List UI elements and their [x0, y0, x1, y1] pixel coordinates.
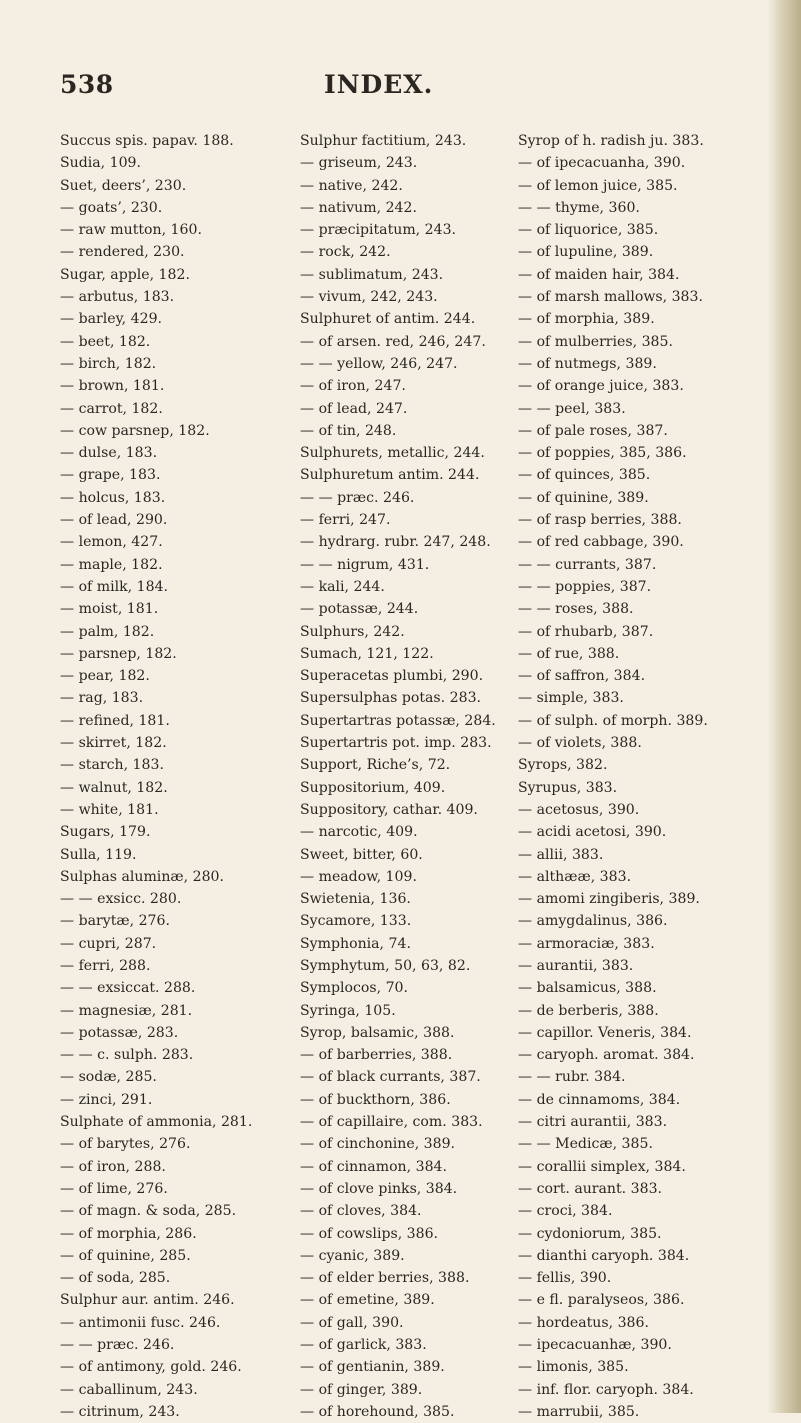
- index-entry: — amygdalinus, 386.: [518, 913, 668, 930]
- index-entry: — of cloves, 384.: [300, 1203, 422, 1220]
- index-entry: — inf. flor. caryoph. 384.: [518, 1381, 694, 1398]
- index-entry: — of ginger, 389.: [300, 1381, 423, 1398]
- index-entry: — sodæ, 285.: [60, 1069, 157, 1086]
- index-entry: — of capillaire, com. 383.: [300, 1114, 483, 1131]
- index-entry: — marrubii, 385.: [518, 1403, 640, 1420]
- index-entry: — simple, 383.: [518, 690, 624, 707]
- index-entry: — of poppies, 385, 386.: [518, 445, 687, 462]
- index-entry: — potassæ, 283.: [60, 1024, 179, 1041]
- index-entry: — barytæ, 276.: [60, 913, 170, 930]
- index-entry: — parsnep, 182.: [60, 645, 177, 662]
- index-entry: Sumach, 121, 122.: [300, 645, 434, 662]
- index-entry: — of cowslips, 386.: [300, 1225, 439, 1242]
- index-entry: — capillor. Veneris, 384.: [518, 1024, 692, 1041]
- index-entry: — armoraciæ, 383.: [518, 935, 655, 952]
- index-entry: — palm, 182.: [60, 623, 155, 640]
- index-entry: Sudia, 109.: [60, 155, 142, 172]
- index-entry: — of lead, 290.: [60, 512, 168, 529]
- index-entry: — birch, 182.: [60, 355, 157, 372]
- index-entry: — — roses, 388.: [518, 601, 634, 618]
- index-entry: — of violets, 388.: [518, 735, 642, 752]
- index-entry: — lemon, 427.: [60, 534, 163, 551]
- index-entry: — moist, 181.: [60, 601, 159, 618]
- index-entry: — of lemon juice, 385.: [518, 177, 678, 194]
- index-entry: — raw mutton, 160.: [60, 222, 202, 239]
- index-entry: — pear, 182.: [60, 668, 150, 685]
- index-entry: — of black currants, 387.: [300, 1069, 481, 1086]
- index-entry: Sulphurets, metallic, 244.: [300, 445, 485, 462]
- index-entry: — — Medicæ, 385.: [518, 1136, 653, 1153]
- index-entry: — of liquorice, 385.: [518, 222, 659, 239]
- index-entry: — — thyme, 360.: [518, 199, 640, 216]
- index-entry: — — yellow, 246, 247.: [300, 355, 458, 372]
- index-entry: — cow parsnep, 182.: [60, 422, 210, 439]
- index-entry: — brown, 181.: [60, 378, 165, 395]
- index-entry: — goats’, 230.: [60, 199, 163, 216]
- index-entry: — of morphia, 389.: [518, 311, 655, 328]
- index-entry: — cyanic, 389.: [300, 1247, 405, 1264]
- index-entry: — of elder berries, 388.: [300, 1270, 470, 1287]
- index-entry: — of marsh mallows, 383.: [518, 289, 703, 306]
- index-entry: — of buckthorn, 386.: [300, 1091, 451, 1108]
- index-entry: — caryoph. aromat. 384.: [518, 1047, 695, 1064]
- index-entry: Succus spis. papav. 188.: [60, 133, 234, 149]
- index-entry: Syrupus, 383.: [518, 779, 618, 796]
- index-entry: — of quinine, 285.: [60, 1247, 191, 1264]
- index-entry: Sulphur factitium, 243.: [300, 133, 467, 149]
- index-entry: — præcipitatum, 243.: [300, 222, 457, 239]
- index-entry: — cupri, 287.: [60, 935, 157, 952]
- index-entry: — of gentianin, 389.: [300, 1359, 445, 1376]
- index-entry: Sugar, apple, 182.: [60, 266, 190, 283]
- page-number: 538: [60, 70, 114, 99]
- index-entry: Sulla, 119.: [60, 846, 137, 863]
- index-entry: — of iron, 288.: [60, 1158, 166, 1175]
- index-entry: — rag, 183.: [60, 690, 144, 707]
- index-entry: — aurantii, 383.: [518, 957, 634, 974]
- index-entry: — de cinnamoms, 384.: [518, 1091, 681, 1108]
- index-entry: — ferri, 247.: [300, 512, 391, 529]
- index-entry: — of horehound, 385.: [300, 1403, 455, 1420]
- index-entry: Supersulphas potas. 283.: [300, 690, 482, 707]
- index-entry: — beet, 182.: [60, 333, 151, 350]
- index-entry: Sulphate of ammonia, 281.: [60, 1114, 253, 1131]
- index-entry: — of cinnamon, 384.: [300, 1158, 447, 1175]
- index-entry: — of tin, 248.: [300, 422, 397, 439]
- index-entry: — griseum, 243.: [300, 155, 418, 172]
- index-entry: — — poppies, 387.: [518, 578, 652, 595]
- index-entry: — citrinum, 243.: [60, 1403, 180, 1420]
- index-entry: — — nigrum, 431.: [300, 556, 430, 573]
- index-entry: — of iron, 247.: [300, 378, 406, 395]
- index-column-1: [60, 130, 292, 1423]
- index-entry: — corallii simplex, 384.: [518, 1158, 686, 1175]
- index-entry: — croci, 384.: [518, 1203, 613, 1220]
- index-entry: — maple, 182.: [60, 556, 163, 573]
- index-entry: — of rasp berries, 388.: [518, 512, 682, 529]
- index-column-2: [300, 130, 518, 1423]
- index-entry: — balsamicus, 388.: [518, 980, 657, 997]
- index-entry: Supertartris pot. imp. 283.: [300, 735, 492, 752]
- index-entry: Syringa, 105.: [300, 1002, 396, 1019]
- index-entry: — hordeatus, 386.: [518, 1314, 649, 1331]
- index-entry: — cydoniorum, 385.: [518, 1225, 662, 1242]
- index-entry: — of lead, 247.: [300, 400, 408, 417]
- index-column-3: [518, 130, 778, 1423]
- index-entry: — of morphia, 286.: [60, 1225, 197, 1242]
- index-entry: — rock, 242.: [300, 244, 391, 261]
- index-entry: Syrop of h. radish ju. 383.: [518, 133, 704, 149]
- index-entry: — rendered, 230.: [60, 244, 185, 261]
- page-header: [0, 70, 801, 114]
- index-entry: Suppositorium, 409.: [300, 779, 446, 796]
- index-entry: — hydrarg. rubr. 247, 248.: [300, 534, 491, 551]
- index-entry: — holcus, 183.: [60, 489, 166, 506]
- index-entry: — of lime, 276.: [60, 1180, 168, 1197]
- index-entry: — white, 181.: [60, 801, 159, 818]
- index-entry: Support, Riche’s, 72.: [300, 757, 451, 774]
- index-entry: Symplocos, 70.: [300, 980, 408, 997]
- index-entry: — — præc. 246.: [60, 1337, 175, 1354]
- index-entry: — of maiden hair, 384.: [518, 266, 680, 283]
- index-entry: — arbutus, 183.: [60, 289, 175, 306]
- index-entry: — of barberries, 388.: [300, 1047, 453, 1064]
- index-entry: Sweet, bitter, 60.: [300, 846, 423, 863]
- index-entry: — magnesiæ, 281.: [60, 1002, 193, 1019]
- index-entry: — of cinchonine, 389.: [300, 1136, 456, 1153]
- index-columns: [0, 130, 801, 1420]
- index-entry: — amomi zingiberis, 389.: [518, 891, 700, 908]
- index-entry: Sulphur aur. antim. 246.: [60, 1292, 235, 1309]
- index-entry: — allii, 383.: [518, 846, 604, 863]
- index-entry: — — peel, 383.: [518, 400, 626, 417]
- index-entry: — walnut, 182.: [60, 779, 168, 796]
- index-entry: — of ipecacuanha, 390.: [518, 155, 686, 172]
- index-entry: — narcotic, 409.: [300, 824, 418, 841]
- index-entry: — — currants, 387.: [518, 556, 657, 573]
- index-entry: — of mulberries, 385.: [518, 333, 673, 350]
- index-entry: — sublimatum, 243.: [300, 266, 444, 283]
- index-entry: — of magn. & soda, 285.: [60, 1203, 237, 1220]
- index-entry: — zinci, 291.: [60, 1091, 153, 1108]
- index-entry: — of milk, 184.: [60, 578, 169, 595]
- index-entry: — of antimony, gold. 246.: [60, 1359, 242, 1376]
- index-entry: — — c. sulph. 283.: [60, 1047, 194, 1064]
- index-entry: Symphytum, 50, 63, 82.: [300, 957, 471, 974]
- index-entry: — of nutmegs, 389.: [518, 355, 657, 372]
- index-entry: Symphonia, 74.: [300, 935, 411, 952]
- index-entry: — starch, 183.: [60, 757, 164, 774]
- index-entry: — potassæ, 244.: [300, 601, 419, 618]
- index-entry: — — præc. 246.: [300, 489, 415, 506]
- index-entry: Syrop, balsamic, 388.: [300, 1024, 455, 1041]
- index-entry: Swietenia, 136.: [300, 891, 411, 908]
- index-entry: — meadow, 109.: [300, 868, 417, 885]
- index-entry: — of orange juice, 383.: [518, 378, 684, 395]
- index-entry: — — exsiccat. 288.: [60, 980, 196, 997]
- index-entry: — of clove pinks, 384.: [300, 1180, 458, 1197]
- index-entry: — of pale roses, 387.: [518, 422, 668, 439]
- index-entry: — of lupuline, 389.: [518, 244, 654, 261]
- index-entry: — althææ, 383.: [518, 868, 632, 885]
- index-entry: — of soda, 285.: [60, 1270, 171, 1287]
- index-entry: Superacetas plumbi, 290.: [300, 668, 484, 685]
- index-entry: — refined, 181.: [60, 712, 170, 729]
- page-title: INDEX.: [324, 70, 434, 99]
- index-entry: — carrot, 182.: [60, 400, 163, 417]
- index-entry: — of barytes, 276.: [60, 1136, 191, 1153]
- index-entry: — nativum, 242.: [300, 199, 417, 216]
- index-entry: — caballinum, 243.: [60, 1381, 198, 1398]
- index-entry: — of garlick, 383.: [300, 1337, 427, 1354]
- index-entry: — ipecacuanhæ, 390.: [518, 1337, 672, 1354]
- index-entry: — of rhubarb, 387.: [518, 623, 654, 640]
- index-entry: — of arsen. red, 246, 247.: [300, 333, 486, 350]
- index-entry: — dulse, 183.: [60, 445, 158, 462]
- index-entry: — of red cabbage, 390.: [518, 534, 684, 551]
- index-entry: Sugars, 179.: [60, 824, 151, 841]
- index-entry: — acidi acetosi, 390.: [518, 824, 667, 841]
- index-entry: — de berberis, 388.: [518, 1002, 659, 1019]
- index-entry: — — exsicc. 280.: [60, 891, 182, 908]
- index-entry: — of rue, 388.: [518, 645, 620, 662]
- index-entry: — — rubr. 384.: [518, 1069, 626, 1086]
- index-entry: Suet, deers’, 230.: [60, 177, 187, 194]
- index-entry: — of gall, 390.: [300, 1314, 404, 1331]
- index-entry: — limonis, 385.: [518, 1359, 629, 1376]
- index-entry: — antimonii fusc. 246.: [60, 1314, 221, 1331]
- index-entry: — of quinces, 385.: [518, 467, 651, 484]
- index-entry: Sycamore, 133.: [300, 913, 412, 930]
- index-entry: — citri aurantii, 383.: [518, 1114, 668, 1131]
- index-entry: Syrops, 382.: [518, 757, 608, 774]
- index-entry: — fellis, 390.: [518, 1270, 612, 1287]
- index-entry: Suppository, cathar. 409.: [300, 801, 478, 818]
- index-entry: — native, 242.: [300, 177, 403, 194]
- index-entry: Sulphas aluminæ, 280.: [60, 868, 224, 885]
- index-entry: — cort. aurant. 383.: [518, 1180, 663, 1197]
- index-entry: Sulphuretum antim. 244.: [300, 467, 480, 484]
- index-entry: — skirret, 182.: [60, 735, 167, 752]
- index-entry: — barley, 429.: [60, 311, 163, 328]
- index-entry: — grape, 183.: [60, 467, 161, 484]
- index-entry: — of quinine, 389.: [518, 489, 649, 506]
- index-entry: Sulphurs, 242.: [300, 623, 405, 640]
- index-entry: Supertartras potassæ, 284.: [300, 712, 496, 729]
- index-entry: — acetosus, 390.: [518, 801, 640, 818]
- index-entry: — ferri, 288.: [60, 957, 151, 974]
- index-entry: — kali, 244.: [300, 578, 385, 595]
- index-entry: — vivum, 242, 243.: [300, 289, 438, 306]
- index-entry: — of sulph. of morph. 389.: [518, 712, 708, 729]
- index-entry: — e fl. paralyseos, 386.: [518, 1292, 685, 1309]
- index-entry: — of emetine, 389.: [300, 1292, 435, 1309]
- index-entry: — of saffron, 384.: [518, 668, 646, 685]
- index-entry: — dianthi caryoph. 384.: [518, 1247, 690, 1264]
- index-entry: Sulphuret of antim. 244.: [300, 311, 476, 328]
